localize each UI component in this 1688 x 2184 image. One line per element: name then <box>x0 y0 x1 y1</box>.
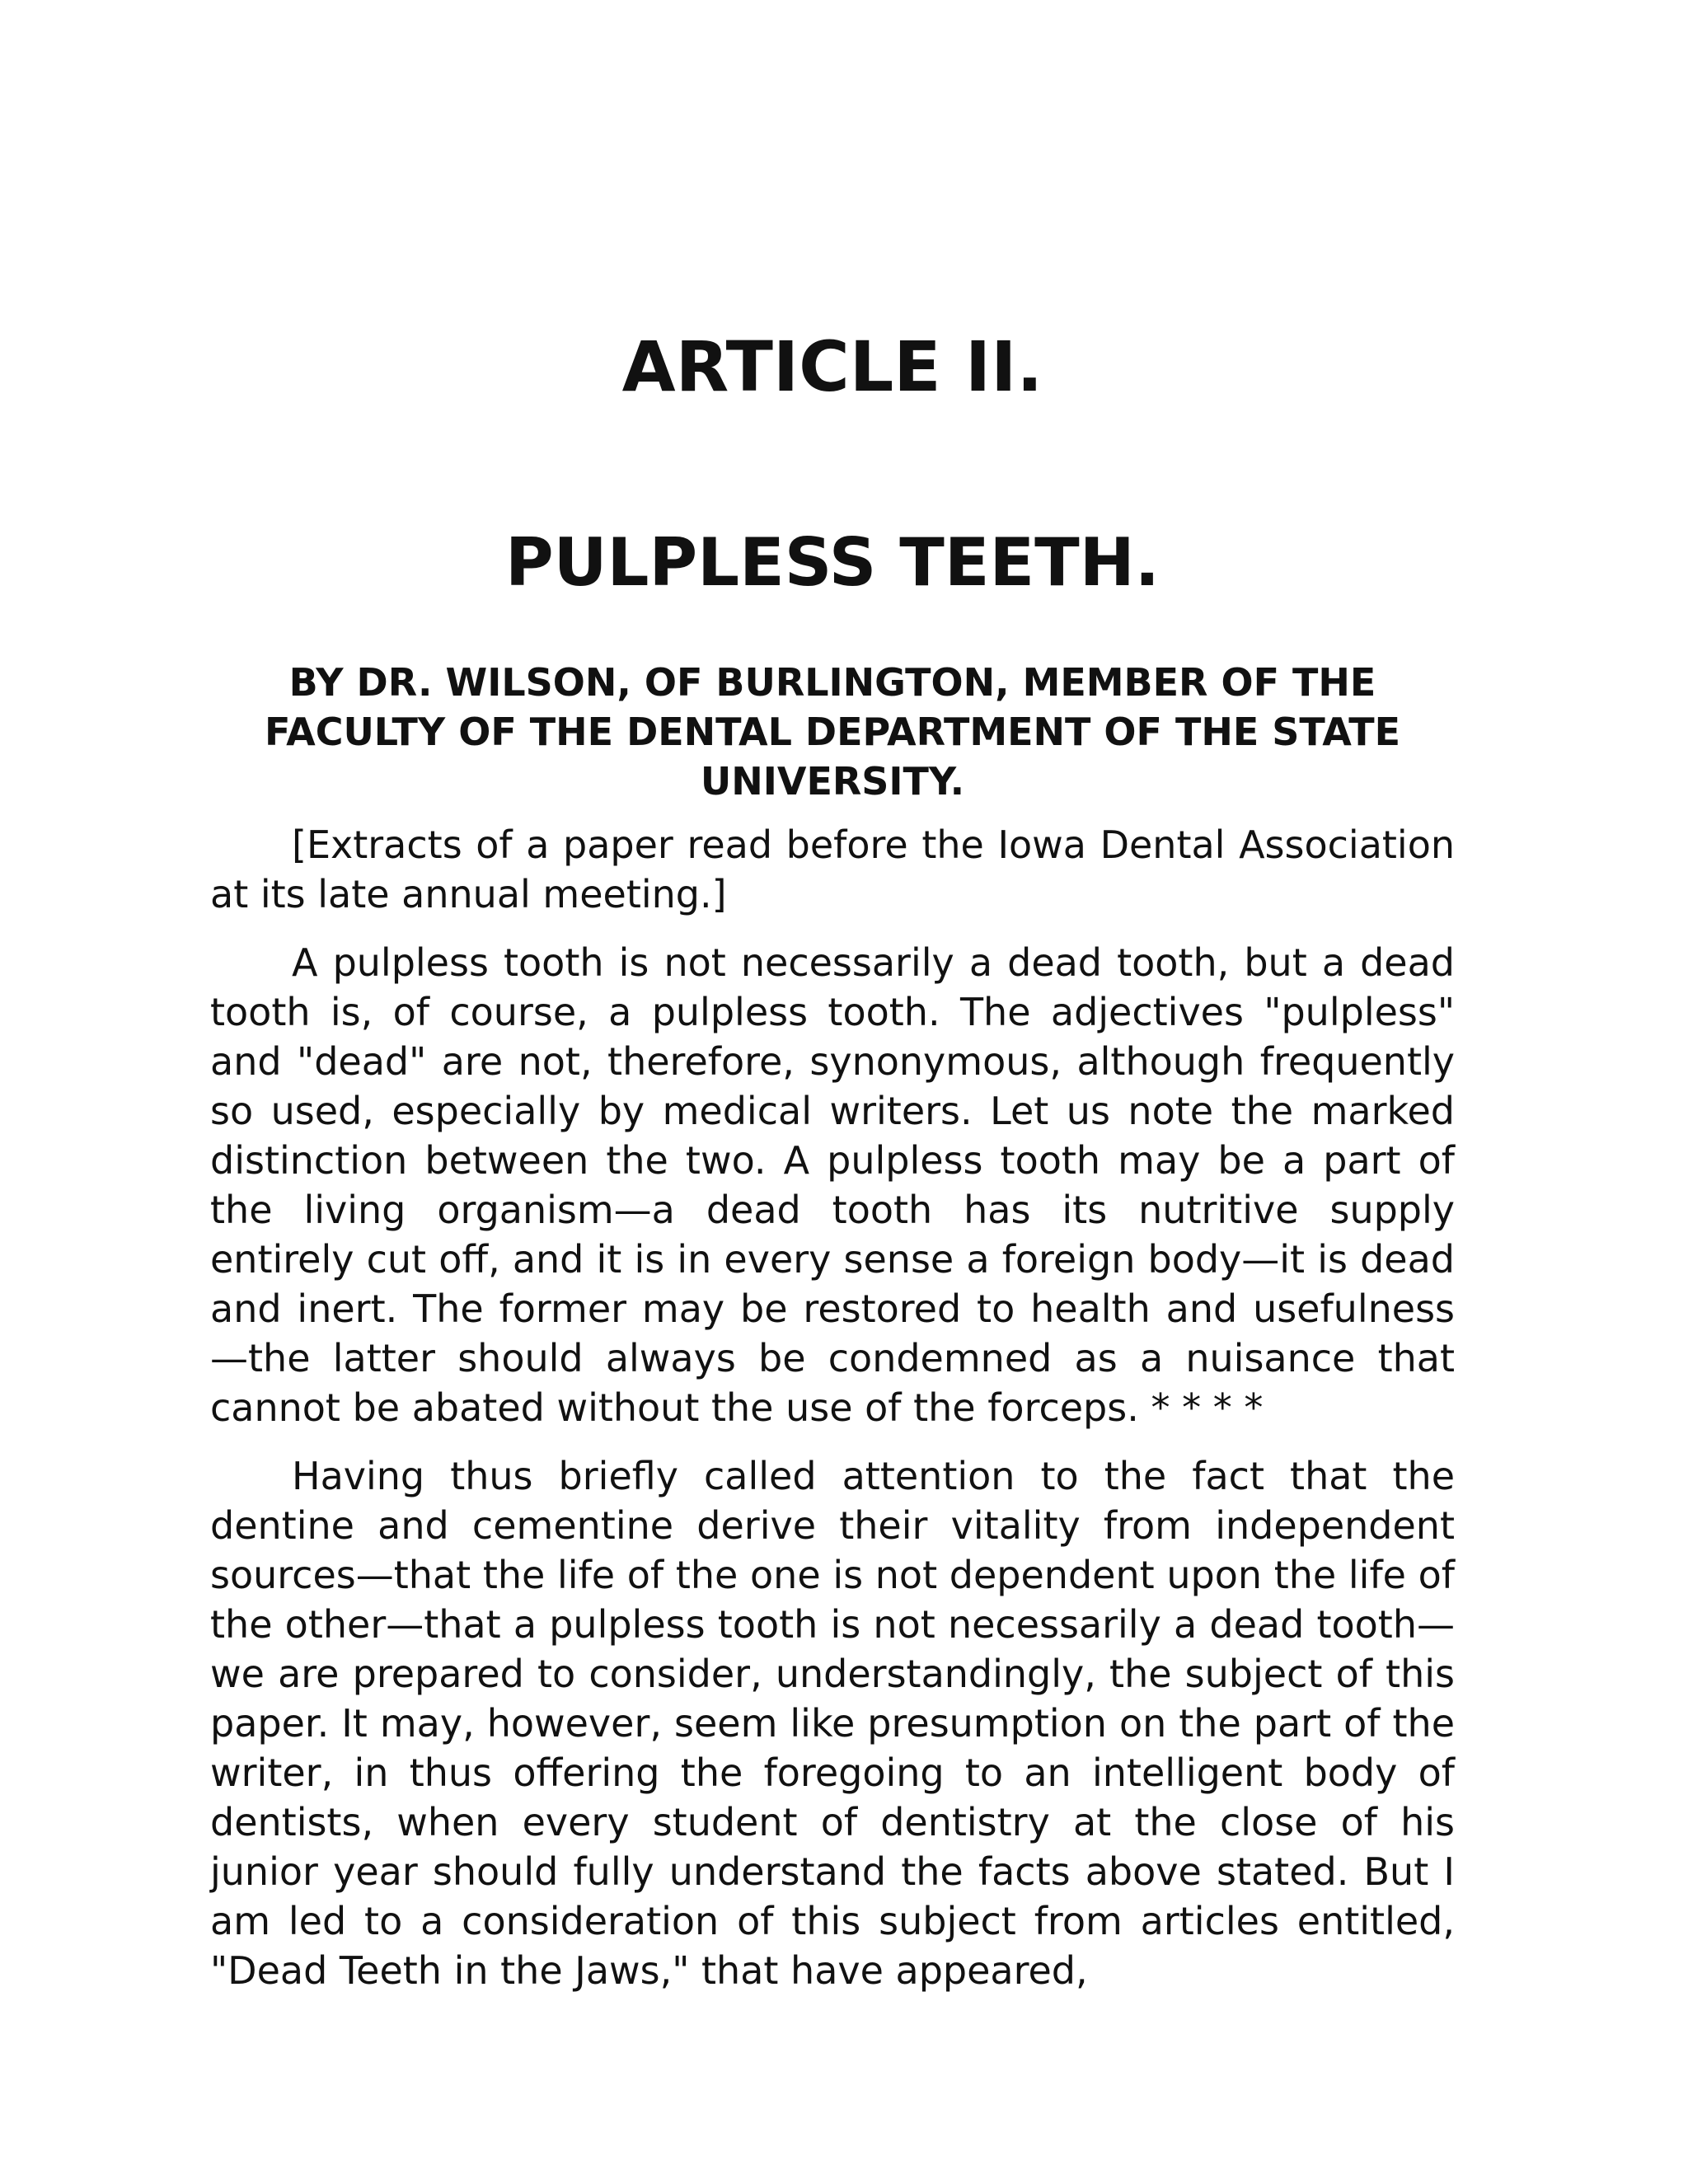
author-byline: BY DR. WILSON, OF BURLINGTON, MEMBER OF THE FACULTY OF THE DENTAL DEPARTMENT OF THE STATE UNIVERSITY. <box>264 660 1401 804</box>
body-paragraph-2: Having thus briefly called attention to the fact that the dentine and cementine derive their vitality from independent sources—that the life of the one is not dependent upon the life of the other—that a pulpless tooth is not necessarily a dead tooth—we are prepared to consider, understandingly, the subject of this paper. It may, however, seem like presumption on the part of the writer, in thus offering the foregoing to an intelligent body of dentists, when every student of dentistry at the close of his junior year should fully understand the facts above stated. But I am led to a consideration of this subject from articles entitled, "Dead Teeth in the Jaws," that have appeared, <box>210 1454 1455 1993</box>
document-page <box>210 326 1455 1995</box>
body-paragraph-1: A pulpless tooth is not necessarily a dead tooth, but a dead tooth is, of course, a pulpless tooth. The adjectives "pulpless" and "dead" are not, therefore, synonymous, although frequently so used, especially by medical writers. Let us note the marked distinction between the two. A pulpless tooth may be a part of the living organism—a dead tooth has its nutritive supply entirely cut off, and it is in every sense a foreign body—it is dead and inert. The former may be restored to health and usefulness—the latter should always be condemned as a nuisance that cannot be abated without the use of the forceps. * * * * <box>210 940 1455 1430</box>
article-title: PULPLESS TEETH. <box>504 524 1160 601</box>
article-number-heading: ARTICLE II. <box>621 326 1043 407</box>
intro-note: [Extracts of a paper read before the Iowa Dental Association at its late annual meeting.] <box>210 823 1455 916</box>
